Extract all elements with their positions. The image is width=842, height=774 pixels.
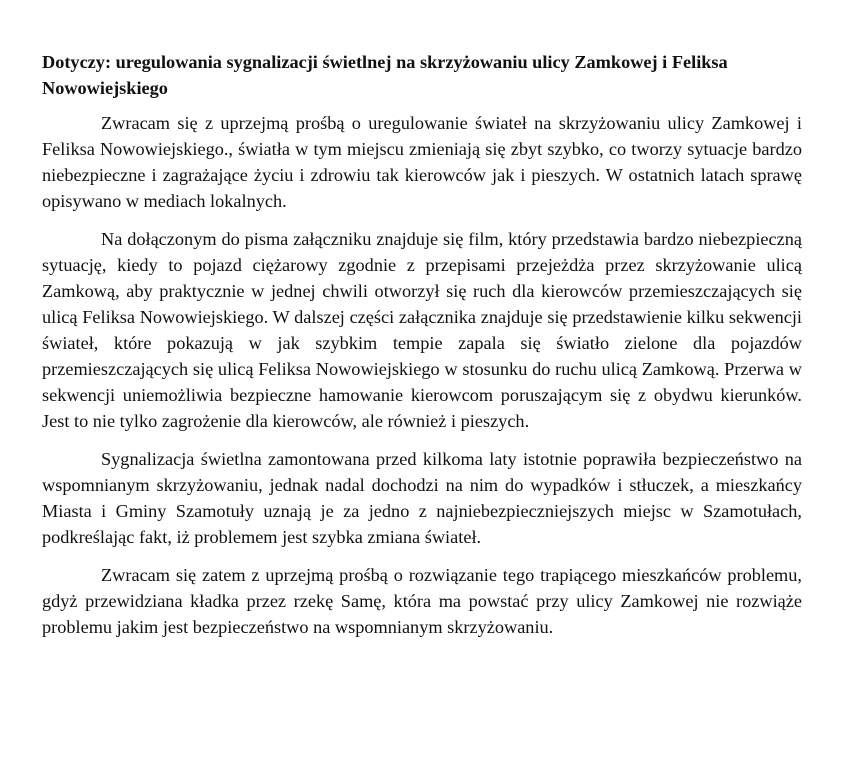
body-paragraph-4: Zwracam się zatem z uprzejmą prośbą o rozwiązanie tego trapiącego mieszkańców problemu, gdyż przewidziana kładka przez rzekę Samę, która ma powstać przy ulicy Zamkowej nie rozwiąże problemu jakim jest bezpieczeństwo na wspomnianym skrzyżowaniu. — [42, 565, 802, 637]
body-paragraph-3: Sygnalizacja świetlna zamontowana przed kilkoma laty istotnie poprawiła bezpieczeństwo na wspomnianym skrzyżowaniu, jednak nadal dochodzi na nim do wypadków i stłuczek, a mieszkańcy Miasta i Gminy Szamotuły uznają je za jedno z najniebezpieczniejszych miejsc w Szamotułach, podkreślając fakt, iż problemem jest szybka zmiana świateł. — [42, 449, 802, 547]
body-paragraph-1: Zwracam się z uprzejmą prośbą o uregulowanie świateł na skrzyżowaniu ulicy Zamkowej i Feliksa Nowowiejskiego., światła w tym miejscu zmieniają się zbyt szybko, co tworzy sytuacje bardzo niebezpieczne i zagrażające życiu i zdrowiu tak kierowców jak i pieszych. W ostatnich latach sprawę opisywano w mediach lokalnych. — [42, 113, 802, 211]
body-paragraph-2: Na dołączonym do pisma załączniku znajduje się film, który przedstawia bardzo niebezpieczną sytuację, kiedy to pojazd ciężarowy zgodnie z przepisami przejeżdża przez skrzyżowanie ulicą Zamkową, aby praktycznie w jednej chwili otworzył się ruch dla kierowców przemieszczających się ulicą Feliksa Nowowiejskiego. W dalszej części załącznika znajduje się przedstawienie kilku sekwencji świateł, które pokazują w jak szybkim tempie zapala się światło zielone dla pojazdów przemieszczających się ulicą Feliksa Nowowiejskiego w stosunku do ruchu ulicą Zamkową. Przerwa w sekwencji uniemożliwia bezpieczne hamowanie kierowcom poruszającym się z obydwu kierunków. Jest to nie tylko zagrożenie dla kierowców, ale również i pieszych. — [42, 229, 802, 431]
document-subject: Dotyczy: uregulowania sygnalizacji świetlnej na skrzyżowaniu ulicy Zamkowej i Feliksa Nowowiejskiego — [42, 52, 728, 98]
document-page — [42, 49, 802, 652]
